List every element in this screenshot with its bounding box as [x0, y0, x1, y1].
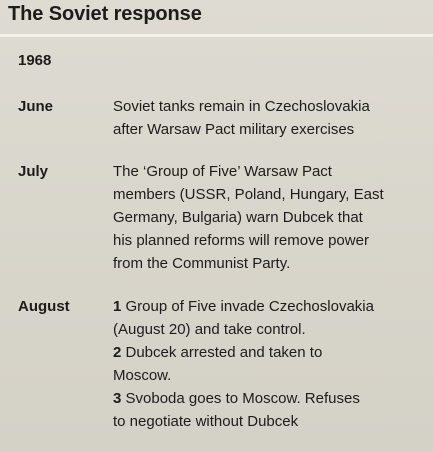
month-july: July	[18, 163, 49, 180]
list-item	[113, 341, 423, 364]
item-text: Group of Five invade Czechoslovakia	[121, 298, 374, 315]
year-heading: 1968	[18, 52, 52, 69]
text-line: after Warsaw Pact military exercises	[113, 121, 355, 138]
page-title: The Soviet response	[8, 3, 202, 25]
event-august-text	[113, 295, 423, 433]
item-number: 1	[113, 298, 122, 315]
text-line: Moscow.	[113, 367, 172, 384]
item-number: 3	[113, 390, 122, 407]
title-divider	[0, 34, 433, 37]
text-line: to negotiate without Dubcek	[113, 413, 299, 430]
item-text: Svoboda goes to Moscow. Refuses	[121, 390, 360, 407]
month-august: August	[18, 298, 70, 315]
month-june: June	[18, 98, 54, 115]
text-line: (August 20) and take control.	[113, 321, 306, 338]
item-text: Dubcek arrested and taken to	[121, 344, 323, 361]
text-line: from the Communist Party.	[113, 255, 291, 272]
text-line: his planned reforms will remove power	[113, 232, 369, 249]
item-number: 2	[113, 344, 122, 361]
list-item	[113, 387, 423, 410]
event-july-text	[113, 160, 423, 275]
text-line: The ‘Group of Five’ Warsaw Pact	[113, 163, 332, 180]
text-line: Germany, Bulgaria) warn Dubcek that	[113, 209, 363, 226]
text-line: members (USSR, Poland, Hungary, East	[113, 186, 384, 203]
event-june-text	[113, 95, 423, 141]
list-item	[113, 295, 423, 318]
text-line: Soviet tanks remain in Czechoslovakia	[113, 98, 370, 115]
